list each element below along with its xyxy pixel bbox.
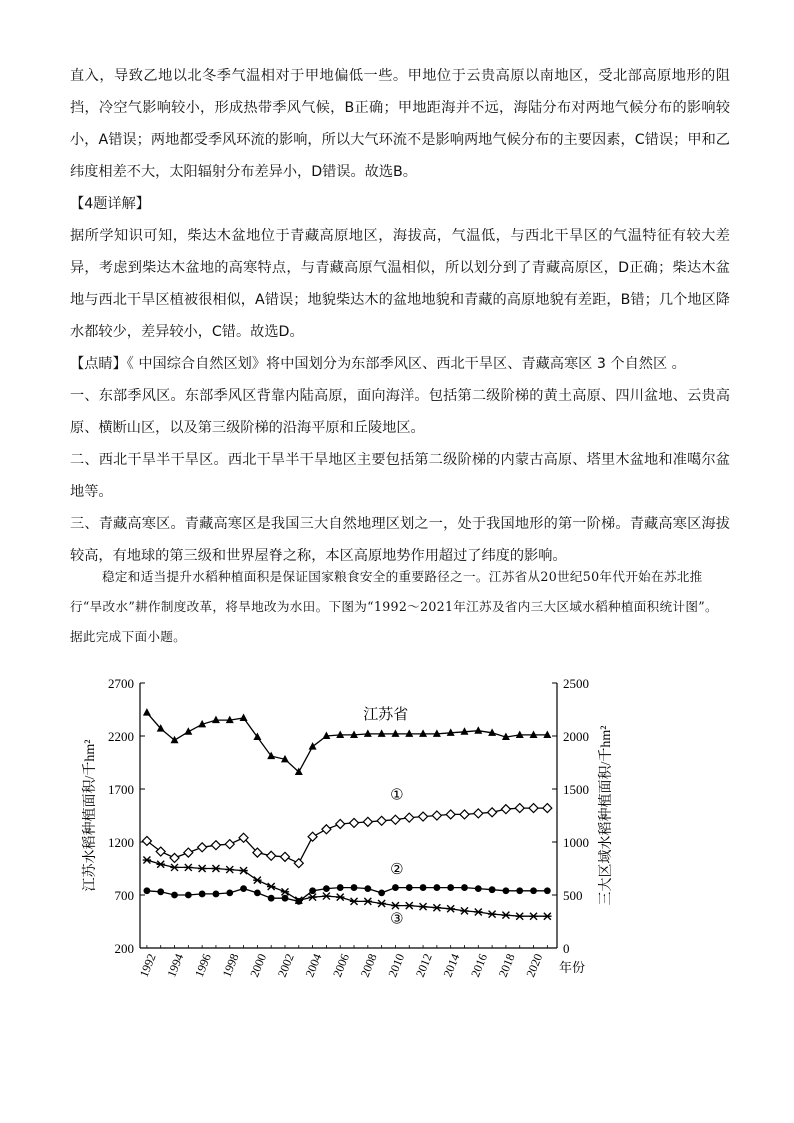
label-series-3: ③ xyxy=(390,911,404,928)
x-tick-label: 2008 xyxy=(357,951,380,980)
star-point xyxy=(336,894,344,901)
right-tick-label: 500 xyxy=(563,888,583,903)
star-point xyxy=(322,893,330,900)
answer-block xyxy=(70,60,730,572)
series-1 xyxy=(143,708,551,775)
star-point xyxy=(143,857,151,864)
triangle-point xyxy=(336,730,344,738)
triangle-point xyxy=(405,729,413,737)
triangle-point xyxy=(530,730,538,738)
right-tick-label: 2500 xyxy=(563,676,589,691)
circle-point xyxy=(351,884,358,891)
star-point xyxy=(488,911,496,918)
star-point xyxy=(433,904,441,911)
circle-point xyxy=(503,887,510,894)
circle-point xyxy=(185,892,192,899)
triangle-point xyxy=(212,716,220,724)
left-axis-title: 江苏水稻种植面积/千hm² xyxy=(83,739,98,892)
diamond-point xyxy=(405,813,414,822)
circle-point xyxy=(337,884,344,891)
circle-point xyxy=(226,889,233,896)
circle-point xyxy=(447,884,454,891)
star-point xyxy=(157,861,165,868)
rice-area-chart xyxy=(60,665,620,985)
left-tick-label: 2700 xyxy=(108,676,134,691)
diamond-point xyxy=(184,848,193,857)
circle-point xyxy=(199,891,206,898)
triangle-point xyxy=(516,730,524,738)
left-tick-label: 1700 xyxy=(108,782,134,797)
triangle-point xyxy=(391,729,399,737)
x-tick-label: 1992 xyxy=(136,951,159,980)
diamond-point xyxy=(377,816,386,825)
star-point xyxy=(446,905,454,912)
explanation-paragraph-2: 据所学知识可知，柴达木盆地位于青藏高原地区，海拔高，气温低，与西北干旱区的气温特征有较大差异，考虑到柴达木盆地的高寒特点，与青藏高原气温相似，所以划分到了青藏高原区，D正确；柴达木盆地与西北干旱区植被很相似，A错误；地貌柴达木的盆地地貌和青藏的高原地貌有差距，B错；几个地区降水都较少，差异较小，C错。故选D。 xyxy=(70,228,730,340)
x-tick-label: 1994 xyxy=(164,951,187,980)
diamond-point xyxy=(529,804,538,813)
star-point xyxy=(419,903,427,910)
diamond-point xyxy=(294,859,303,868)
star-point xyxy=(212,865,220,872)
explanation-paragraph-1: 直入，导致乙地以北冬季气温相对于甲地偏低一些。甲地位于云贵高原以南地区，受北部高原地形的阻挡，冷空气影响较小，形成热带季风气候，B正确；甲地距海并不远，海陆分布对两地气候分布的影响较小，A错误；两地都受季风环流的影响，所以大气环流不是影响两地气候分布的主要因素，C错误；甲和乙纬度相差不大，太阳辐射分布差异小，D错误。故选B。 xyxy=(70,68,730,180)
x-tick-label: 2010 xyxy=(385,951,408,980)
diamond-point xyxy=(170,853,179,862)
star-point xyxy=(198,865,206,872)
x-tick-label: 2002 xyxy=(274,951,297,980)
x-tick-label: 1998 xyxy=(219,951,242,980)
diamond-point xyxy=(515,804,524,813)
right-tick-label: 2000 xyxy=(563,729,589,744)
circle-point xyxy=(171,892,178,899)
series-line xyxy=(147,808,547,863)
diamond-point xyxy=(419,812,428,821)
region-item-3: 三、青藏高寒区。青藏高寒区是我国三大自然地理区划之一，处于我国地形的第一阶梯。青藏高寒区海拔较高，有地球的第三级和世界屋脊之称，本区高原地势作用超过了纬度的影响。 xyxy=(70,516,730,564)
question-4-heading: 【4题详解】 xyxy=(70,196,150,212)
star-point xyxy=(350,898,358,905)
star-point xyxy=(543,913,551,920)
x-tick-label: 2018 xyxy=(495,951,518,980)
left-tick-label: 2200 xyxy=(108,729,134,744)
right-tick-label: 1000 xyxy=(563,835,589,850)
triangle-point xyxy=(419,729,427,737)
star-point xyxy=(364,898,372,905)
diamond-point xyxy=(474,809,483,818)
star-point xyxy=(308,894,316,901)
region-item-1: 一、东部季风区。东部季风区背靠内陆高原，面向海洋。包括第二级阶梯的黄土高原、四川盆地、云贵高原、横断山区，以及第三级阶梯的沿海平原和丘陵地区。 xyxy=(70,388,730,436)
star-point xyxy=(253,877,261,884)
diamond-point xyxy=(336,819,345,828)
star-point xyxy=(405,902,413,909)
circle-point xyxy=(406,884,413,891)
x-tick-label: 2000 xyxy=(247,951,270,980)
left-tick-label: 700 xyxy=(114,888,134,903)
star-point xyxy=(184,864,192,871)
star-point xyxy=(460,907,468,914)
x-tick-label: 2006 xyxy=(330,951,352,980)
star-point xyxy=(391,902,399,909)
circle-point xyxy=(213,891,220,898)
region-item-2: 二、西北干旱半干旱区。西北干旱半干旱地区主要包括第二级阶梯的内蒙古高原、塔里木盆地和准噶尔盆地等。 xyxy=(70,452,730,500)
circle-point xyxy=(144,887,151,894)
x-axis-title: 年份 xyxy=(559,960,586,975)
diamond-point xyxy=(446,810,455,819)
circle-point xyxy=(268,895,275,902)
triangle-point xyxy=(474,726,482,734)
x-tick-label: 1996 xyxy=(191,951,214,980)
chart-ticks xyxy=(81,676,614,979)
x-tick-label: 2004 xyxy=(302,951,325,980)
x-tick-label: 2020 xyxy=(523,951,546,980)
diamond-point xyxy=(322,825,331,834)
circle-point xyxy=(254,889,261,896)
diamond-point xyxy=(501,805,510,814)
chart-series xyxy=(142,708,551,920)
chart-labels xyxy=(363,705,408,928)
diamond-point xyxy=(198,843,207,852)
label-series-1: ① xyxy=(390,787,404,804)
circle-point xyxy=(240,885,247,892)
triangle-point xyxy=(378,729,386,737)
diamond-point xyxy=(363,817,372,826)
star-point xyxy=(267,883,275,890)
label-series-2: ② xyxy=(390,861,404,878)
star-point xyxy=(281,888,289,895)
star-point xyxy=(239,867,247,874)
circle-point xyxy=(378,889,385,896)
diamond-point xyxy=(488,808,497,817)
diamond-point xyxy=(460,810,469,819)
circle-point xyxy=(516,887,523,894)
diamond-point xyxy=(543,804,552,813)
left-tick-label: 1200 xyxy=(108,835,134,850)
label-jiangsu: 江苏省 xyxy=(363,707,409,724)
left-tick-label: 200 xyxy=(114,941,134,956)
series-2 xyxy=(142,804,551,868)
circle-point xyxy=(420,884,427,891)
circle-point xyxy=(157,888,164,895)
x-tick-label: 2014 xyxy=(440,951,463,980)
diamond-point xyxy=(225,840,234,849)
right-tick-label: 0 xyxy=(563,941,570,956)
diamond-point xyxy=(267,851,276,860)
triangle-point xyxy=(171,736,179,744)
circle-point xyxy=(461,884,468,891)
diamond-point xyxy=(432,811,441,820)
triangle-point xyxy=(184,727,192,735)
diamond-point xyxy=(391,815,400,824)
triangle-point xyxy=(309,742,317,750)
diamond-point xyxy=(211,841,220,850)
x-tick-label: 2016 xyxy=(468,951,491,980)
diamond-point xyxy=(308,832,317,841)
circle-point xyxy=(309,887,316,894)
circle-point xyxy=(489,886,496,893)
circle-point xyxy=(282,895,289,902)
star-point xyxy=(516,913,524,920)
triangle-point xyxy=(543,730,551,738)
x-tick-label: 2012 xyxy=(412,951,435,980)
series-line xyxy=(147,713,547,772)
right-tick-label: 1500 xyxy=(563,782,589,797)
circle-point xyxy=(530,887,537,894)
star-point xyxy=(502,912,510,919)
circle-point xyxy=(364,885,371,892)
question-intro: 稳定和适当提升水稻种植面积是保证国家粮食安全的重要路径之一。江苏省从20世纪50年代开始在苏北推行“旱改水”耕作制度改革，将旱地改为水田。下图为“1992～2021年江苏及省内三大区域水稻种植面积统计图”。据此完成下面小题。 xyxy=(70,569,718,644)
triangle-point xyxy=(240,713,248,721)
triangle-point xyxy=(143,708,151,716)
circle-point xyxy=(433,884,440,891)
star-point xyxy=(226,866,234,873)
series-3 xyxy=(144,884,551,905)
right-axis-title: 三大区域水稻种植面积/千hm² xyxy=(599,725,614,906)
diamond-point xyxy=(280,852,289,861)
circle-point xyxy=(475,885,482,892)
key-point-heading: 【点睛】《 中国综合自然区划》将中国划分为东部季风区、西北干旱区、青藏高寒区 3 个自然区 。 xyxy=(70,356,686,372)
star-point xyxy=(170,864,178,871)
star-point xyxy=(377,900,385,907)
circle-point xyxy=(392,884,399,891)
circle-point xyxy=(544,887,551,894)
circle-point xyxy=(323,885,330,892)
star-point xyxy=(529,913,537,920)
diamond-point xyxy=(350,818,359,827)
triangle-point xyxy=(364,729,372,737)
star-point xyxy=(474,908,482,915)
